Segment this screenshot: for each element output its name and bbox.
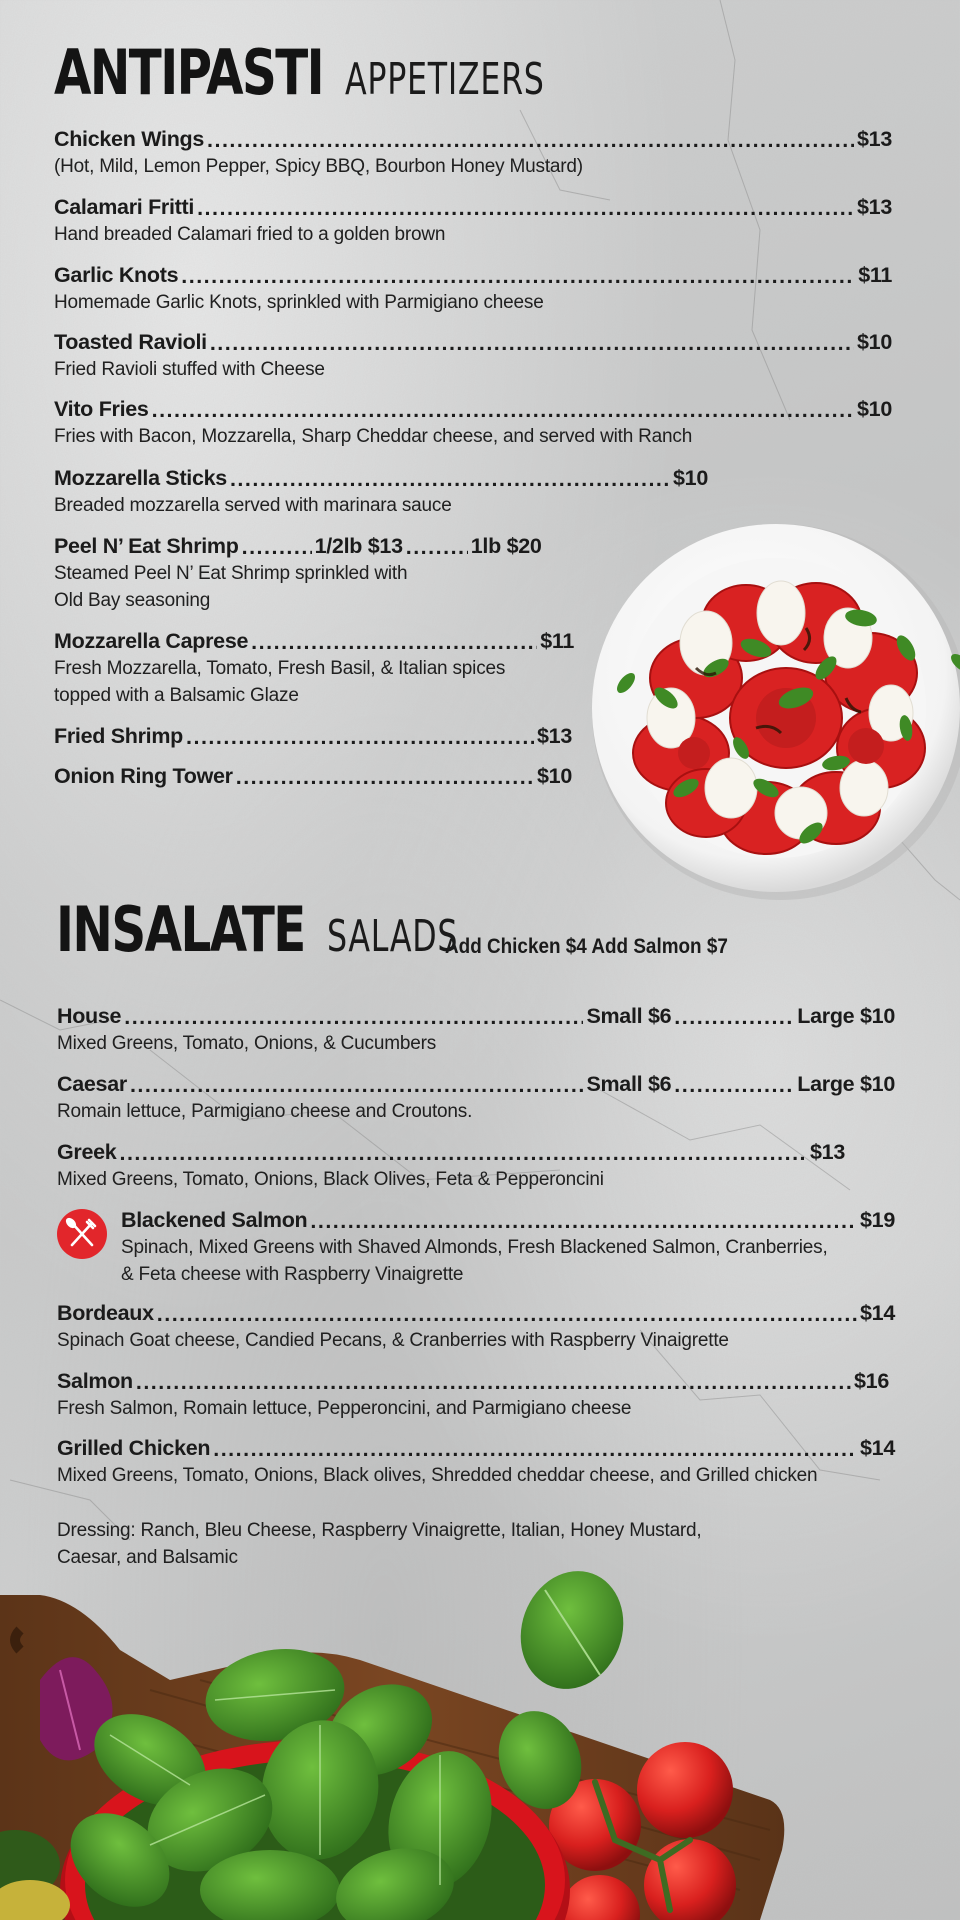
menu-item-blackened-salmon bbox=[121, 1206, 895, 1288]
item-price-large: Large $10 bbox=[797, 1072, 895, 1096]
menu-item-mozzarella-caprese bbox=[54, 627, 574, 709]
menu-item-fried-shrimp bbox=[54, 722, 572, 750]
item-price-half-lb: 1/2lb $13 bbox=[314, 534, 403, 558]
item-name: Mozzarella Sticks bbox=[54, 466, 227, 490]
item-name: Toasted Ravioli bbox=[54, 330, 207, 354]
item-name: Mozzarella Caprese bbox=[54, 629, 249, 653]
menu-item-chicken-wings bbox=[54, 125, 892, 180]
item-price: $13 bbox=[537, 724, 572, 748]
item-price: $13 bbox=[810, 1140, 845, 1164]
item-description: Mixed Greens, Tomato, Onions, Black olives, Shredded cheddar cheese, and Grilled chicken bbox=[57, 1465, 818, 1486]
menu-item-caesar-salad bbox=[57, 1070, 895, 1125]
menu-item-garlic-knots bbox=[54, 261, 892, 316]
item-description: (Hot, Mild, Lemon Pepper, Spicy BBQ, Bourbon Honey Mustard) bbox=[54, 156, 583, 177]
menu-item-onion-ring-tower bbox=[54, 762, 572, 790]
item-name: Greek bbox=[57, 1140, 117, 1164]
item-description: Homemade Garlic Knots, sprinkled with Parmigiano cheese bbox=[54, 292, 544, 313]
menu-item-calamari-fritti bbox=[54, 193, 892, 248]
menu-item-house-salad bbox=[57, 1002, 895, 1057]
item-price: $10 bbox=[673, 466, 708, 490]
dressing-line-2: Caesar, and Balsamic bbox=[57, 1547, 238, 1568]
item-description: Mixed Greens, Tomato, Onions, & Cucumbers bbox=[57, 1033, 436, 1054]
item-description-line-1: Spinach, Mixed Greens with Shaved Almonds, Fresh Blackened Salmon, Cranberries, bbox=[121, 1237, 828, 1258]
item-description: Fried Ravioli stuffed with Cheese bbox=[54, 359, 325, 380]
spinach-bowl-image bbox=[0, 1560, 960, 1920]
item-description: Breaded mozzarella served with marinara sauce bbox=[54, 495, 452, 516]
item-description: Fries with Bacon, Mozzarella, Sharp Cheddar cheese, and served with Ranch bbox=[54, 426, 693, 447]
dressing-line-1: Dressing: Ranch, Bleu Cheese, Raspberry Vinaigrette, Italian, Honey Mustard, bbox=[57, 1520, 702, 1541]
menu-item-toasted-ravioli bbox=[54, 328, 892, 383]
item-description: Romain lettuce, Parmigiano cheese and Croutons. bbox=[57, 1101, 473, 1122]
item-price: $10 bbox=[857, 330, 892, 354]
menu-item-grilled-chicken-salad bbox=[57, 1434, 895, 1489]
item-price-small: Small $6 bbox=[586, 1072, 672, 1096]
item-price: $11 bbox=[858, 263, 892, 287]
item-price: $10 bbox=[857, 397, 892, 421]
item-description: Fresh Salmon, Romain lettuce, Pepperoncini, and Parmigiano cheese bbox=[57, 1398, 632, 1419]
item-name: Blackened Salmon bbox=[121, 1208, 308, 1232]
item-price: $10 bbox=[537, 764, 572, 788]
section-title: ANTIPASTI bbox=[54, 36, 324, 109]
item-description-line-1: Fresh Mozzarella, Tomato, Fresh Basil, & Italian spices bbox=[54, 658, 506, 679]
item-name: Grilled Chicken bbox=[57, 1436, 211, 1460]
item-name: Peel N’ Eat Shrimp bbox=[54, 534, 239, 558]
menu-item-mozzarella-sticks bbox=[54, 464, 708, 519]
item-description-line-2: topped with a Balsamic Glaze bbox=[54, 685, 299, 706]
item-description-line-2: Old Bay seasoning bbox=[54, 590, 211, 611]
item-price: $19 bbox=[860, 1208, 895, 1232]
item-price-small: Small $6 bbox=[586, 1004, 672, 1028]
item-price: $16 bbox=[854, 1369, 889, 1393]
item-name: Salmon bbox=[57, 1369, 133, 1393]
section-title: INSALATE bbox=[56, 893, 305, 966]
item-price: $13 bbox=[857, 195, 892, 219]
salad-addons: Add Chicken $4 Add Salmon $7 bbox=[445, 935, 728, 958]
menu-item-greek-salad bbox=[57, 1138, 845, 1193]
item-name: Caesar bbox=[57, 1072, 127, 1096]
item-name: Calamari Fritti bbox=[54, 195, 195, 219]
item-price: $14 bbox=[860, 1301, 895, 1325]
item-description-line-2: & Feta cheese with Raspberry Vinaigrette bbox=[121, 1264, 464, 1285]
menu-item-peel-n-eat-shrimp bbox=[54, 532, 542, 614]
item-name: Garlic Knots bbox=[54, 263, 179, 287]
section-subtitle: APPETIZERS bbox=[344, 54, 545, 105]
menu-item-bordeaux-salad bbox=[57, 1299, 895, 1354]
item-price: $13 bbox=[857, 127, 892, 151]
item-description: Hand breaded Calamari fried to a golden brown bbox=[54, 224, 446, 245]
item-name: House bbox=[57, 1004, 122, 1028]
item-description-line-1: Steamed Peel N’ Eat Shrimp sprinkled with bbox=[54, 563, 408, 584]
item-price: $11 bbox=[540, 629, 574, 653]
antipasti-heading bbox=[54, 36, 622, 109]
fork-knife-icon bbox=[57, 1209, 107, 1259]
insalate-heading bbox=[56, 893, 509, 966]
item-price-one-lb: 1lb $20 bbox=[470, 534, 542, 558]
item-price-large: Large $10 bbox=[797, 1004, 895, 1028]
item-description: Mixed Greens, Tomato, Onions, Black Olives, Feta & Pepperoncini bbox=[57, 1169, 604, 1190]
menu-item-salmon-salad bbox=[57, 1367, 889, 1422]
caprese-plate-image bbox=[590, 522, 960, 902]
menu-item-vito-fries bbox=[54, 395, 892, 450]
item-name: Bordeaux bbox=[57, 1301, 154, 1325]
item-description: Spinach Goat cheese, Candied Pecans, & Cranberries with Raspberry Vinaigrette bbox=[57, 1330, 729, 1351]
item-price: $14 bbox=[860, 1436, 895, 1460]
item-name: Onion Ring Tower bbox=[54, 764, 233, 788]
item-name: Fried Shrimp bbox=[54, 724, 184, 748]
item-name: Vito Fries bbox=[54, 397, 149, 421]
item-name: Chicken Wings bbox=[54, 127, 205, 151]
section-subtitle: SALADS bbox=[326, 911, 459, 962]
